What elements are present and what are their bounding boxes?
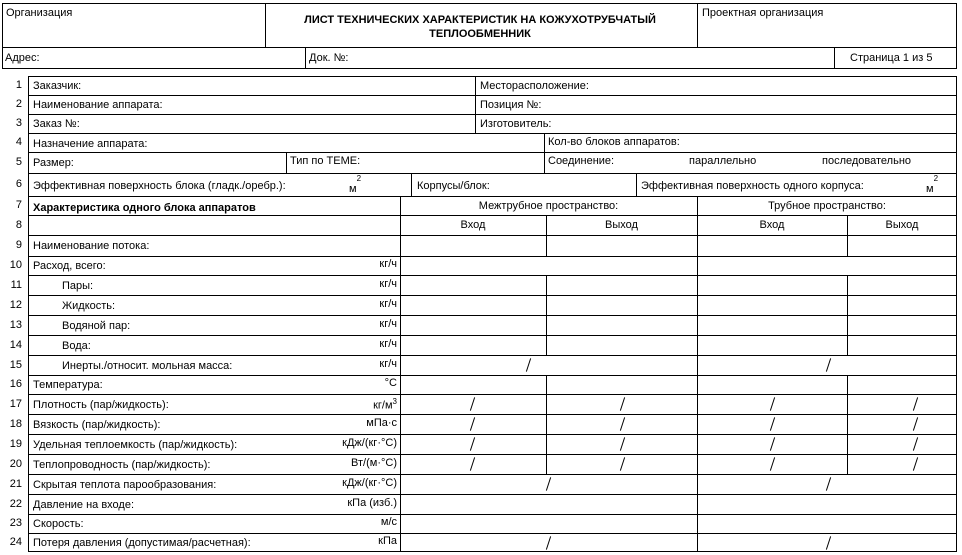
cell-divider [546, 434, 547, 454]
tema-type-field[interactable]: Тип по ТЕМЕ: [290, 155, 361, 167]
serial-option[interactable]: последовательно [822, 155, 912, 167]
line-number: 11 [10, 278, 22, 291]
line-number: 10 [9, 259, 22, 271]
parameter-label: Теплопроводность (пар/жидкость): [33, 458, 211, 471]
parameter-unit: Вт/(м·°С) [351, 456, 397, 469]
row-divider [28, 335, 957, 336]
tube-inlet-header: Вход [759, 219, 785, 231]
parameter-unit: кг/ч [379, 297, 397, 310]
row-divider [28, 494, 957, 495]
parameter-unit: кПа (изб.) [347, 496, 397, 509]
line-number: 19 [9, 437, 22, 450]
line-number: 4 [15, 136, 22, 148]
line-number: 6 [15, 178, 22, 190]
shell-inlet-header: Вход [460, 219, 486, 231]
cell-divider [847, 434, 848, 454]
row-divider [28, 533, 957, 534]
line-number: 20 [9, 457, 22, 470]
cell-divider [847, 315, 848, 335]
parameter-unit: кг/ч [379, 337, 397, 350]
parameter-label: Вода: [62, 339, 91, 352]
cell-divider [544, 133, 545, 173]
header-divider [697, 3, 698, 48]
shells-per-block-field[interactable]: Корпусы/блок: [417, 180, 490, 192]
cell-divider [847, 414, 848, 434]
position-field[interactable]: Позиция №: [480, 99, 542, 111]
cell-divider [546, 375, 547, 394]
cell-divider [286, 152, 287, 173]
manufacturer-field[interactable]: Изготовитель: [480, 118, 552, 130]
parameter-unit: кПа [378, 535, 397, 547]
parameter-unit: $кг/м^3$ [373, 396, 397, 412]
cell-divider [546, 394, 547, 414]
row-divider [28, 196, 957, 197]
size-field[interactable]: Размер: [33, 157, 74, 169]
line-number: 2 [15, 98, 22, 110]
row-divider [28, 114, 957, 115]
parameter-label: Потеря давления (допустимая/расчетная): [33, 537, 251, 549]
parameter-unit: кДж/(кг·°С) [342, 476, 397, 489]
parameter-label: Температура: [33, 379, 103, 391]
surface-unit: $м^2$ [349, 174, 362, 195]
row-divider [28, 215, 957, 216]
cell-divider [847, 335, 848, 355]
parameter-unit: кг/ч [379, 258, 397, 270]
cell-divider [546, 315, 547, 335]
line-number: 3 [15, 117, 22, 129]
design-organization-label: Проектная организация [702, 7, 824, 19]
block-characteristics-title: Характеристика одного блока аппаратов [33, 202, 256, 214]
parallel-option[interactable]: параллельно [689, 155, 757, 167]
line-number: 13 [9, 318, 22, 331]
line-number: 18 [9, 417, 22, 430]
tube-side-header: Трубное пространство: [768, 200, 886, 212]
parameter-label: Скорость: [33, 518, 84, 530]
line-number: 7 [15, 199, 22, 211]
cell-divider [847, 295, 848, 315]
parameter-unit: кДж/(кг·°С) [342, 436, 397, 449]
row-divider [28, 434, 957, 435]
row-divider [28, 235, 957, 236]
block-count-field[interactable]: Кол-во блоков аппаратов: [548, 136, 680, 148]
parameter-label: Водяной пар: [62, 319, 131, 332]
cell-divider [847, 454, 848, 474]
column-divider [697, 196, 698, 552]
row-divider [28, 414, 957, 415]
line-number: 17 [9, 397, 22, 410]
header-divider [2, 47, 957, 48]
shell-outlet-header: Выход [605, 219, 638, 231]
parameter-label: Вязкость (пар/жидкость): [33, 418, 161, 431]
cell-divider [546, 414, 547, 434]
line-number: 8 [15, 218, 22, 231]
line-number: 12 [9, 298, 22, 311]
cell-divider [546, 235, 547, 256]
shell-surface-unit: $м^2$ [926, 174, 939, 195]
order-number-field[interactable]: Заказ №: [33, 118, 80, 130]
shell-side-header: Межтрубное пространство: [478, 200, 619, 212]
document-number-label: Док. №: [309, 52, 349, 64]
organization-label: Организация [6, 7, 73, 19]
location-field[interactable]: Месторасположение: [480, 80, 589, 92]
parameter-unit: м/с [380, 516, 397, 528]
row-divider [28, 514, 957, 515]
row-divider [28, 173, 957, 174]
parameter-label: Инерты./относит. мольная масса: [62, 359, 233, 372]
row-divider [28, 474, 957, 475]
tube-outlet-header: Выход [885, 219, 919, 231]
parameter-label: Наименование потока: [33, 240, 150, 252]
line-number: 5 [15, 156, 22, 168]
cell-divider [636, 173, 637, 196]
header-divider [265, 3, 266, 48]
header-divider [834, 47, 835, 68]
cell-divider [411, 173, 412, 196]
purpose-field[interactable]: Назначение аппарата: [33, 138, 148, 150]
parameter-label: Плотность (пар/жидкость): [33, 398, 169, 411]
line-number: 22 [9, 497, 22, 510]
line-number: 24 [9, 536, 22, 548]
cell-divider [546, 275, 547, 295]
shell-surface-field[interactable]: Эффективная поверхность одного корпуса: [641, 180, 864, 192]
header-divider [305, 47, 306, 68]
parameter-unit: мПа·с [366, 416, 397, 429]
cell-divider [847, 375, 848, 394]
apparatus-name-field[interactable]: Наименование аппарата: [33, 99, 163, 111]
parameter-unit: кг/ч [379, 317, 397, 330]
row-divider [28, 95, 957, 96]
cell-divider [847, 235, 848, 256]
row-divider [28, 152, 957, 153]
cell-divider [546, 215, 547, 235]
row-divider [28, 355, 957, 356]
row-divider [28, 454, 957, 455]
line-number: 16 [9, 378, 22, 390]
parameter-unit: кг/ч [379, 277, 397, 290]
parameter-label: Пары: [62, 279, 94, 292]
cell-divider [475, 76, 476, 133]
parameter-label: Скрытая теплота парообразования: [33, 478, 217, 491]
line-number: 14 [9, 338, 22, 351]
block-surface-field[interactable]: Эффективная поверхность блока (гладк./оребр.): [33, 180, 286, 192]
row-divider [28, 133, 957, 134]
line-number: 15 [9, 358, 22, 371]
row-divider [28, 394, 957, 395]
parameter-label: Расход, всего: [33, 260, 106, 272]
line-number: 21 [9, 477, 22, 490]
line-number: 1 [15, 79, 22, 91]
connection-label: Соединение: [548, 155, 615, 167]
column-divider [400, 196, 401, 552]
parameter-label: Давление на входе: [33, 498, 135, 511]
address-label: Адрес: [5, 52, 40, 64]
row-divider [28, 275, 957, 276]
parameter-label: Удельная теплоемкость (пар/жидкость): [33, 438, 238, 451]
cell-divider [847, 394, 848, 414]
line-number: 23 [9, 517, 22, 529]
page-title: ЛИСТ ТЕХНИЧЕСКИХ ХАРАКТЕРИСТИК НА КОЖУХОТРУБЧАТЫЙ ТЕПЛООБМЕННИК [304, 14, 656, 40]
row-divider [28, 256, 957, 257]
cell-divider [847, 215, 848, 235]
customer-field[interactable]: Заказчик: [33, 80, 82, 92]
row-divider [28, 295, 957, 296]
cell-divider [546, 454, 547, 474]
cell-divider [546, 335, 547, 355]
line-number: 9 [15, 239, 22, 251]
row-divider [28, 375, 957, 376]
parameter-unit: кг/ч [379, 357, 397, 370]
cell-divider [546, 295, 547, 315]
row-divider [28, 315, 957, 316]
parameter-unit: °С [384, 377, 397, 389]
parameter-label: Жидкость: [62, 299, 116, 312]
page-number-label: Страница 1 из 5 [850, 52, 933, 64]
cell-divider [847, 275, 848, 295]
